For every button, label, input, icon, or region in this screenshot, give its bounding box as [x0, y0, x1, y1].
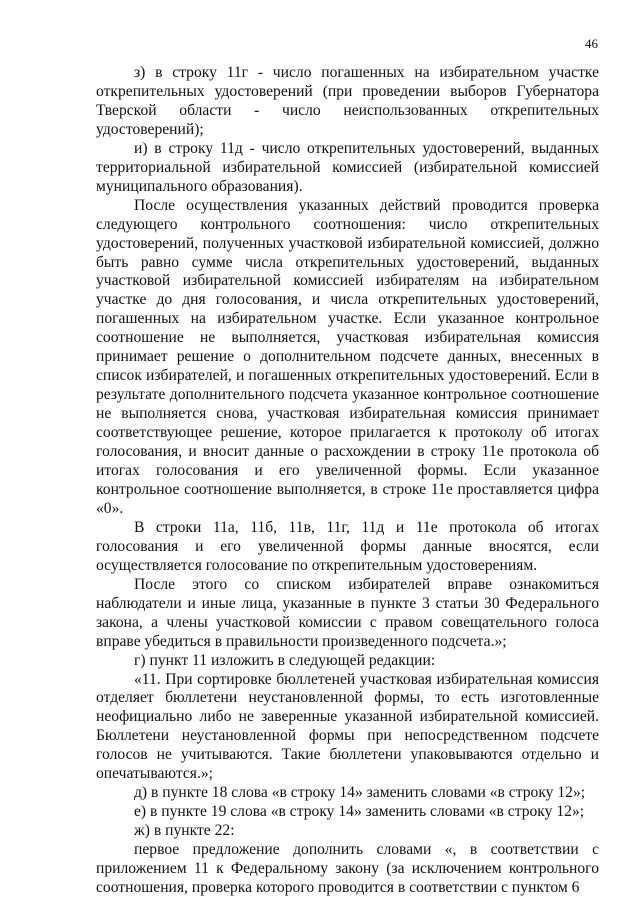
paragraph-observers: После этого со списком избирателей вправе ознакомиться наблюдатели и иные лица, указанные в пункте 3 статьи 30 Федерального закона, а члены участковой комиссии с правом совещательного голоса вправе убедиться в правильности произведенного подсчета.»;	[96, 575, 599, 650]
paragraph-item-g: г) пункт 11 изложить в следующей редакции:	[134, 651, 436, 669]
paragraph-item-z: з) в строку 11г - число погашенных на избирательном участке открепительных удостоверений (при проведении выборов Губернатора Тверской области - число неиспользованных открепительных удостоверений);	[96, 64, 599, 138]
paragraph-item-i: и) в строку 11д - число открепительных удостоверений, выданных территориальной избирательной комиссией (избирательной комиссией муниципального образования).	[96, 139, 599, 195]
paragraph-item-zh: ж) в пункте 22:	[134, 822, 235, 840]
page-number: 46	[585, 36, 598, 51]
paragraph-first-sentence: первое предложение дополнить словами «, в соответствии с приложением 11 к Федеральному закону (за исключением контрольного соотношения, проверка которого проводится в соответствии с пунктом 6	[96, 841, 599, 896]
paragraph-lines-11: В строки 11а, 11б, 11в, 11г, 11д и 11е протокола об итогах голосования и его увеличенной формы данные вносятся, если осуществляется голосование по открепительным удостоверениям.	[96, 518, 599, 574]
paragraph-control-check: После осуществления указанных действий проводится проверка следующего контрольного соотношения: число открепительных удостоверений, полученных участковой избирательной комиссией, должно быть равно сумме числа открепительных удостоверений, выданных участковой избирательной комиссией избирателям на избирательном участке до дня голосования, и числа открепительных удостоверений, погашенных на избирательном участке. Если указанное контрольное соотношение не выполняется, участковая избирательная комиссия принимает решение о дополнительном подсчете данных, внесенных в список избирателей, и погашенных открепительных удостоверений. Если в результате дополнительного подсчета указанное контрольное соотношение не выполняется снова, участковая избирательная комиссия принимает соответствующее решение, которое прилагается к протоколу об итогах голосования, и вносит данные о расхождении в строку 11е протокола об итогах голосования и его увеличенной формы. Если указанное контрольное соотношение выполняется, в строке 11е проставляется цифра «0».	[96, 196, 599, 517]
paragraph-item-e: е) в пункте 19 слова «в строку 14» заменить словами «в строку 12»;	[134, 803, 585, 821]
paragraph-point-11: «11. При сортировке бюллетеней участковая избирательная комиссия отделяет бюллетени неустановленной формы, то есть изготовленные неофициально либо не заверенные указанной избирательной комиссией. Бюллетени неустановленной формы при непосредственном подсчете голосов не учитываются. Такие бюллетени упаковываются отдельно и опечатываются.»;	[96, 670, 599, 783]
paragraph-item-d: д) в пункте 18 слова «в строку 14» заменить словами «в строку 12»;	[134, 784, 586, 802]
document-body	[96, 64, 599, 898]
